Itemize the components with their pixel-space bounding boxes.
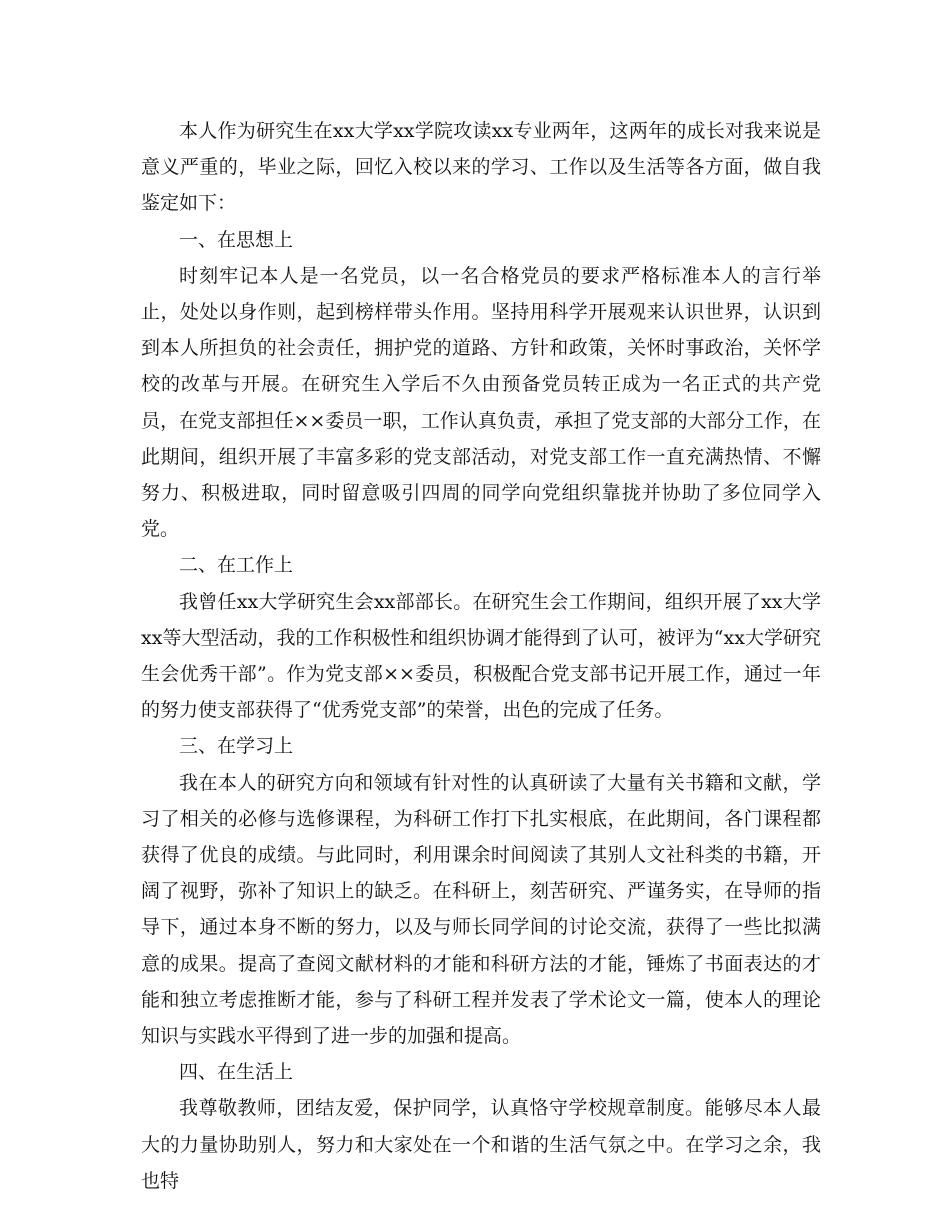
section-heading-work: 二、在工作上	[179, 554, 294, 577]
thought-paragraph: 时刻牢记本人是一名党员，以一名合格党员的要求严格标准本人的言行举止，处处以身作则，起到榜样带头作用。坚持用科学开展观来认识世界，认识到到本人所担负的社会责任，拥护党的道路、方针和政策，关怀时事政治，关怀学校的改革与开展。在研究生入学后不久由预备党员转正成为一名正式的共产党员，在党支部担任××委员一职，工作认真负责，承担了党支部的大部分工作，在此期间，组织开展了丰富多彩的党支部活动，对党支部工作一直充满热情、不懈努力、积极进取，同时留意吸引四周的同学向党组织靠拢并协助了多位同学入党。	[141, 264, 821, 541]
document-body	[141, 113, 821, 1199]
section-heading-life: 四、在生活上	[179, 1061, 294, 1084]
section-heading-study: 三、在学习上	[179, 735, 294, 758]
study-paragraph: 我在本人的研究方向和领域有针对性的认真研读了大量有关书籍和文献，学习了相关的必修与选修课程，为科研工作打下扎实根底，在此期间，各门课程都获得了优良的成绩。与此同时，利用课余时间阅读了其别人文社科类的书籍，开阔了视野，弥补了知识上的缺乏。在科研上，刻苦研究、严谨务实，在导师的指导下，通过本身不断的努力，以及与师长同学间的讨论交流，获得了一些比拟满意的成果。提高了查阅文献材料的才能和科研方法的才能，锤炼了书面表达的才能和独立考虑推断才能，参与了科研工程并发表了学术论文一篇，使本人的理论知识与实践水平得到了进一步的加强和提高。	[141, 771, 821, 1048]
life-paragraph: 我尊敬教师，团结友爱，保护同学，认真恪守学校规章制度。能够尽本人最大的力量协助别人，努力和大家处在一个和谐的生活气氛之中。在学习之余，我也特	[141, 1097, 821, 1192]
intro-paragraph: 本人作为研究生在xx大学xx学院攻读xx专业两年，这两年的成长对我来说是意义严重的，毕业之际，回忆入校以来的学习、工作以及生活等各方面，做自我鉴定如下：	[141, 120, 821, 215]
section-heading-thought: 一、在思想上	[179, 228, 294, 251]
work-paragraph: 我曾任xx大学研究生会xx部部长。在研究生会工作期间，组织开展了xx大学xx等大型活动，我的工作积极性和组织协调才能得到了认可，被评为“xx大学研究生会优秀干部”。作为党支部××委员，积极配合党支部书记开展工作，通过一年的努力使支部获得了“优秀党支部”的荣誉，出色的完成了任务。	[141, 590, 821, 722]
